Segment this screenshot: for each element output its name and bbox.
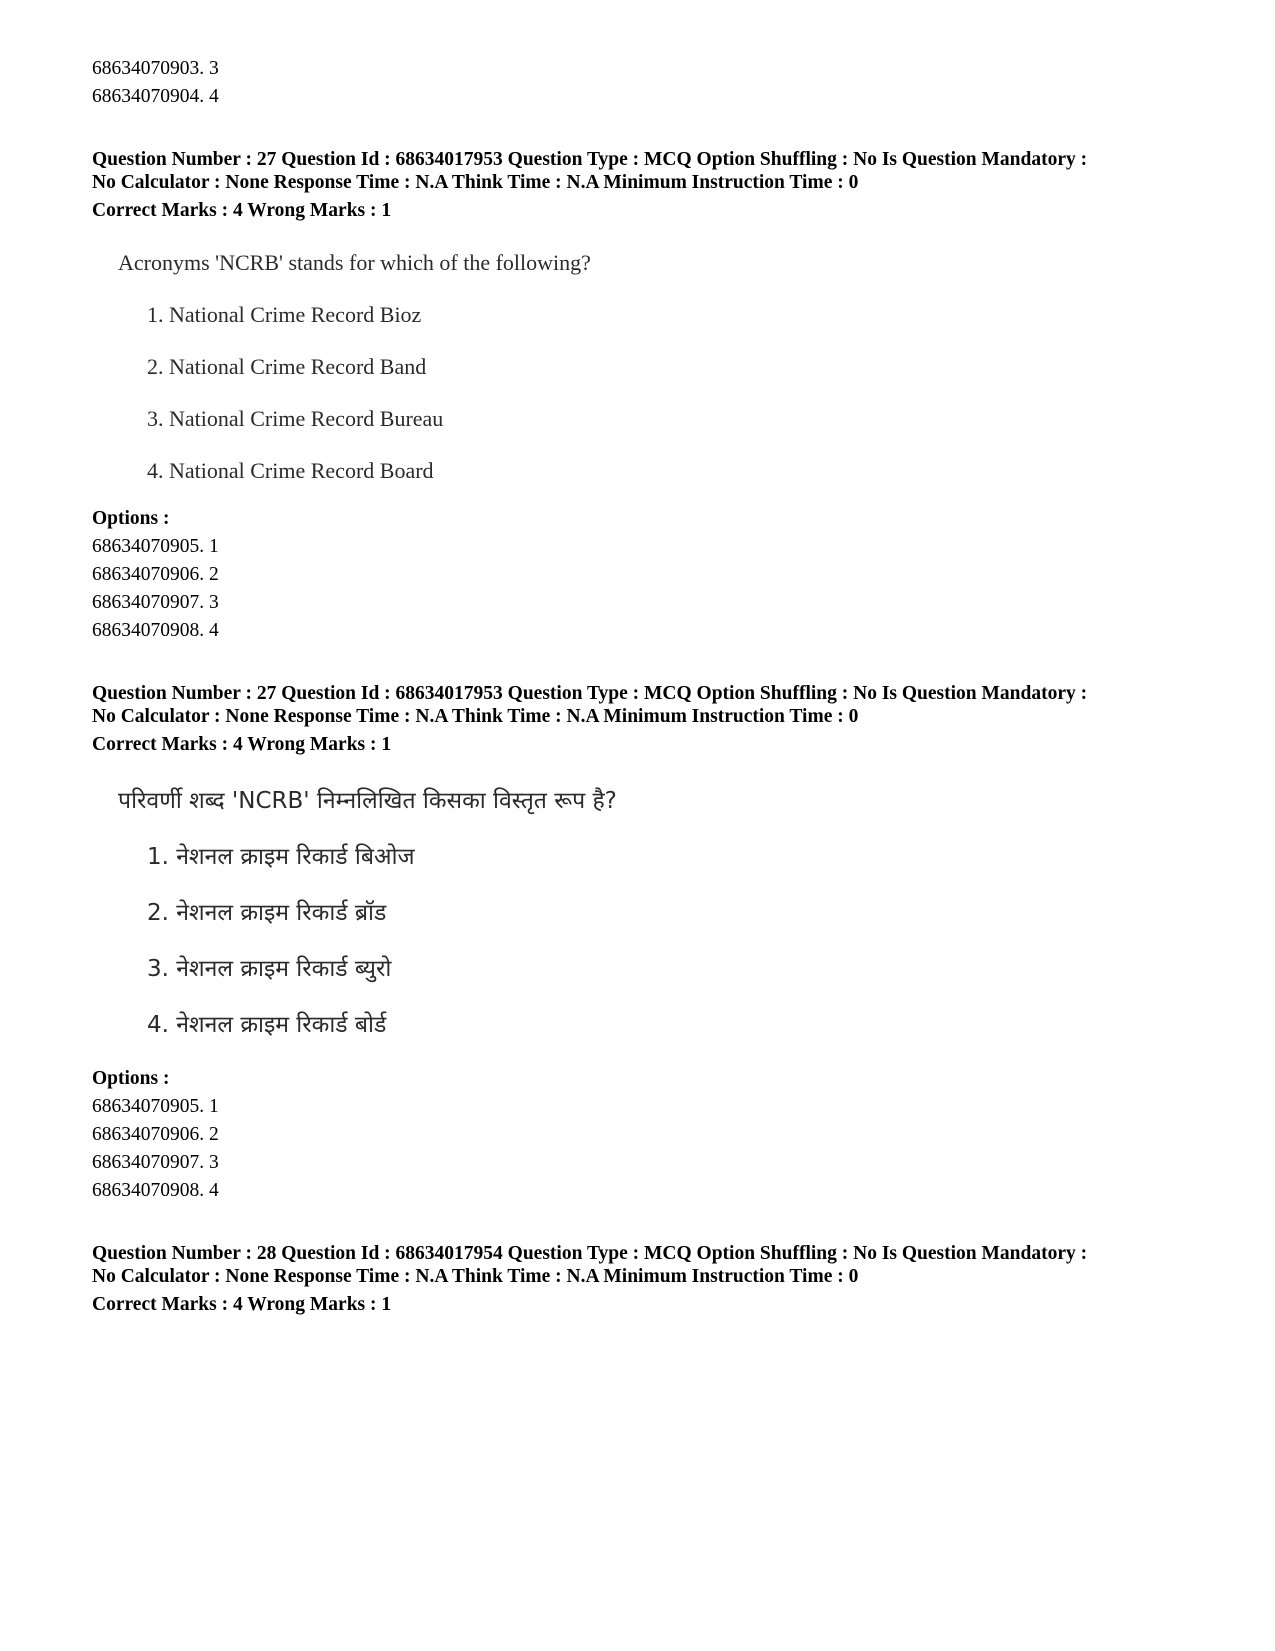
- option-line: 68634070903. 3: [92, 58, 219, 79]
- option-line: 68634070907. 3: [92, 592, 219, 613]
- answer-choice: 1. नेशनल क्राइम रिकार्ड बिओज: [147, 844, 415, 870]
- question-text: Acronyms 'NCRB' stands for which of the following?: [118, 250, 591, 275]
- answer-choice: 2. नेशनल क्राइम रिकार्ड ब्रॉड: [147, 900, 387, 926]
- option-line: 68634070906. 2: [92, 1124, 219, 1145]
- option-line: 68634070905. 1: [92, 536, 219, 557]
- question-header: No Calculator : None Response Time : N.A Think Time : N.A Minimum Instruction Time : 0: [92, 706, 859, 727]
- option-line: 68634070907. 3: [92, 1152, 219, 1173]
- question-marks: Correct Marks : 4 Wrong Marks : 1: [92, 200, 392, 221]
- question-header: Question Number : 27 Question Id : 68634017953 Question Type : MCQ Option Shuffling : No Is Question Mandatory :: [92, 149, 1088, 170]
- question-text: परिवर्णी शब्द 'NCRB' निम्नलिखित किसका विस्तृत रूप है?: [118, 788, 617, 814]
- answer-choice: 4. National Crime Record Board: [147, 458, 434, 483]
- answer-choice: 1. National Crime Record Bioz: [147, 302, 422, 327]
- option-line: 68634070906. 2: [92, 564, 219, 585]
- option-line: 68634070908. 4: [92, 1180, 219, 1201]
- option-line: 68634070904. 4: [92, 86, 219, 107]
- question-header: Question Number : 28 Question Id : 68634017954 Question Type : MCQ Option Shuffling : No Is Question Mandatory :: [92, 1243, 1088, 1264]
- answer-choice: 2. National Crime Record Band: [147, 354, 427, 379]
- answer-choice: 3. नेशनल क्राइम रिकार्ड ब्युरो: [147, 956, 392, 982]
- option-line: 68634070905. 1: [92, 1096, 219, 1117]
- options-label: Options :: [92, 508, 170, 529]
- question-header: No Calculator : None Response Time : N.A Think Time : N.A Minimum Instruction Time : 0: [92, 1266, 859, 1287]
- answer-choice: 3. National Crime Record Bureau: [147, 406, 444, 431]
- question-header: No Calculator : None Response Time : N.A Think Time : N.A Minimum Instruction Time : 0: [92, 172, 859, 193]
- question-marks: Correct Marks : 4 Wrong Marks : 1: [92, 734, 392, 755]
- option-line: 68634070908. 4: [92, 620, 219, 641]
- question-marks: Correct Marks : 4 Wrong Marks : 1: [92, 1294, 392, 1315]
- answer-choice: 4. नेशनल क्राइम रिकार्ड बोर्ड: [147, 1012, 387, 1038]
- options-label: Options :: [92, 1068, 170, 1089]
- question-header: Question Number : 27 Question Id : 68634017953 Question Type : MCQ Option Shuffling : No Is Question Mandatory :: [92, 683, 1088, 704]
